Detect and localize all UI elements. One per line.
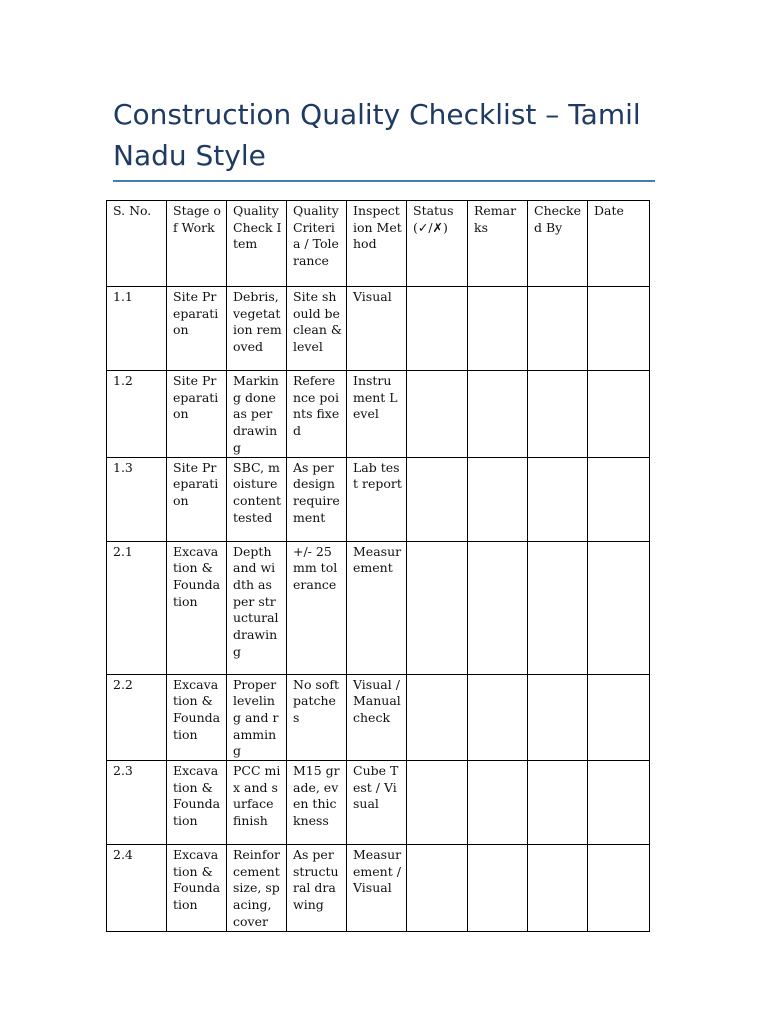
header-checked-by: Checked By (528, 201, 588, 287)
cell-quality-criteria: +/- 25 mm tolerance (287, 541, 347, 674)
cell-serial-number: 2.4 (107, 845, 167, 932)
cell-stage-of-work: Site Preparation (167, 371, 227, 458)
cell-date (588, 541, 650, 674)
cell-quality-check-item: Debris, vegetation removed (227, 287, 287, 371)
cell-date (588, 845, 650, 932)
cell-serial-number: 2.1 (107, 541, 167, 674)
header-inspection-method: Inspection Method (347, 201, 407, 287)
cell-remarks (468, 674, 528, 761)
table-row (107, 845, 650, 932)
cell-checked-by (528, 541, 588, 674)
cell-date (588, 371, 650, 458)
cell-status (407, 287, 468, 371)
title-underline (113, 180, 655, 182)
cell-stage-of-work: Excavation & Foundation (167, 674, 227, 761)
cell-stage-of-work: Excavation & Foundation (167, 541, 227, 674)
cell-stage-of-work: Excavation & Foundation (167, 845, 227, 932)
cell-status (407, 541, 468, 674)
cell-serial-number: 1.3 (107, 457, 167, 541)
cell-remarks (468, 845, 528, 932)
cell-quality-check-item: Depth and width as per structural drawing (227, 541, 287, 674)
header-status: Status (✓/✗) (407, 201, 468, 287)
header-stage-of-work: Stage of Work (167, 201, 227, 287)
cell-inspection-method: Instrument Level (347, 371, 407, 458)
header-date: Date (588, 201, 650, 287)
table-row (107, 287, 650, 371)
cell-checked-by (528, 287, 588, 371)
quality-checklist-table (106, 200, 650, 932)
cell-quality-check-item: Proper leveling and ramming (227, 674, 287, 761)
cell-quality-criteria: As per structural drawing (287, 845, 347, 932)
cell-status (407, 761, 468, 845)
cell-quality-criteria: Reference points fixed (287, 371, 347, 458)
cell-status (407, 457, 468, 541)
header-serial-number: S. No. (107, 201, 167, 287)
cell-quality-check-item: Marking done as per drawing (227, 371, 287, 458)
cell-date (588, 457, 650, 541)
header-quality-criteria: Quality Criteria / Tolerance (287, 201, 347, 287)
cell-quality-check-item: PCC mix and surface finish (227, 761, 287, 845)
table-row (107, 371, 650, 458)
cell-quality-check-item: SBC, moisture content tested (227, 457, 287, 541)
cell-inspection-method: Measurement / Visual (347, 845, 407, 932)
cell-inspection-method: Lab test report (347, 457, 407, 541)
cell-quality-criteria: As per design requirement (287, 457, 347, 541)
cell-stage-of-work: Site Preparation (167, 287, 227, 371)
cell-date (588, 674, 650, 761)
cell-status (407, 845, 468, 932)
cell-inspection-method: Measurement (347, 541, 407, 674)
table-header-row (107, 201, 650, 287)
header-quality-check-item: Quality Check Item (227, 201, 287, 287)
cell-quality-criteria: No soft patches (287, 674, 347, 761)
cell-serial-number: 1.2 (107, 371, 167, 458)
cell-remarks (468, 371, 528, 458)
table-row (107, 541, 650, 674)
cell-checked-by (528, 371, 588, 458)
cell-date (588, 761, 650, 845)
cell-inspection-method: Visual (347, 287, 407, 371)
cell-quality-criteria: M15 grade, even thickness (287, 761, 347, 845)
cell-status (407, 674, 468, 761)
cell-remarks (468, 457, 528, 541)
cell-remarks (468, 761, 528, 845)
cell-checked-by (528, 761, 588, 845)
cell-stage-of-work: Site Preparation (167, 457, 227, 541)
cell-checked-by (528, 845, 588, 932)
table-row (107, 674, 650, 761)
cell-quality-criteria: Site should be clean & level (287, 287, 347, 371)
cell-serial-number: 2.3 (107, 761, 167, 845)
cell-stage-of-work: Excavation & Foundation (167, 761, 227, 845)
cell-checked-by (528, 674, 588, 761)
cell-inspection-method: Cube Test / Visual (347, 761, 407, 845)
table-row (107, 761, 650, 845)
cell-date (588, 287, 650, 371)
header-remarks: Remarks (468, 201, 528, 287)
cell-remarks (468, 541, 528, 674)
cell-quality-check-item: Reinforcement size, spacing, cover (227, 845, 287, 932)
table-row (107, 457, 650, 541)
cell-remarks (468, 287, 528, 371)
cell-inspection-method: Visual / Manual check (347, 674, 407, 761)
cell-serial-number: 2.2 (107, 674, 167, 761)
cell-serial-number: 1.1 (107, 287, 167, 371)
cell-checked-by (528, 457, 588, 541)
cell-status (407, 371, 468, 458)
document-title: Construction Quality Checklist – Tamil Nadu Style (113, 98, 641, 172)
